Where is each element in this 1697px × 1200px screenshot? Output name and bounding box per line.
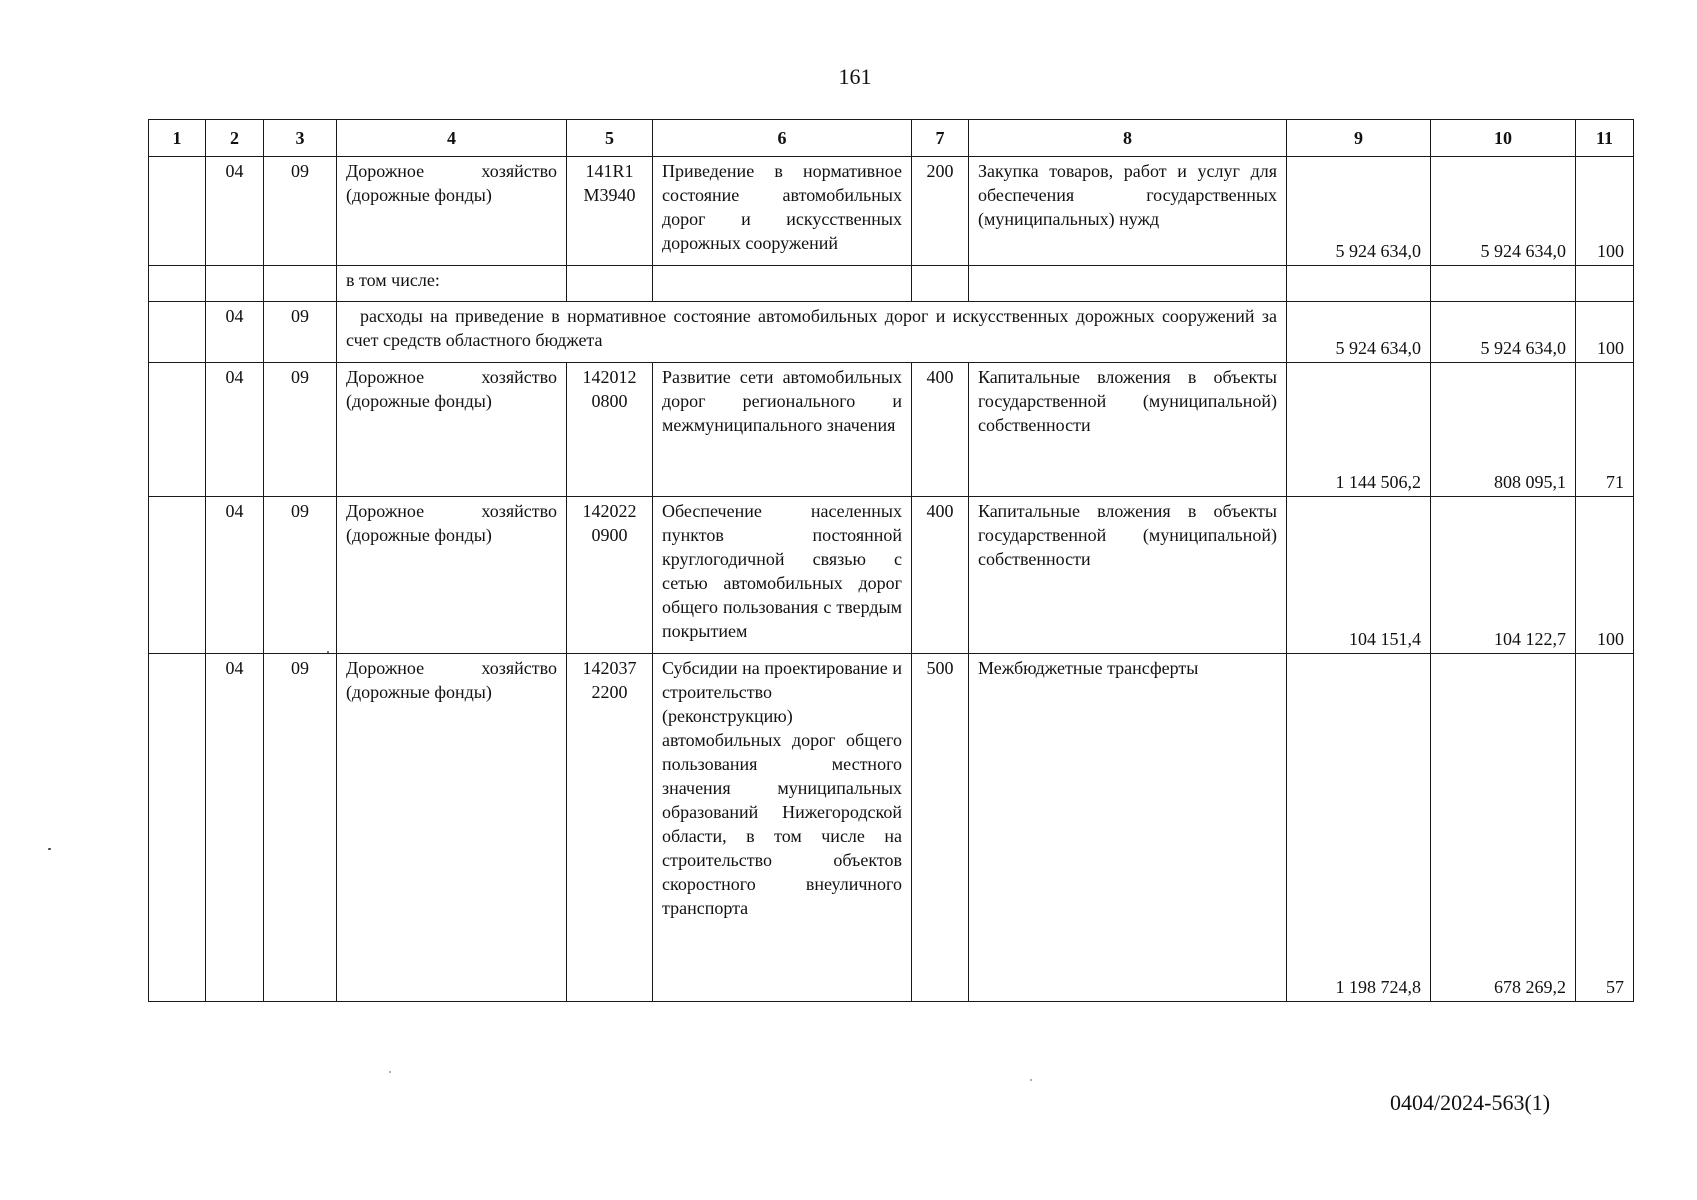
- cell-section-name: Дорожное хозяйство (дорожные фонды): [337, 497, 567, 654]
- table-row: [149, 363, 1634, 497]
- cell-program-name: Развитие сети автомобильных дорог регионального и межмуниципального значения: [653, 363, 912, 497]
- col-header-9: 9: [1287, 120, 1431, 157]
- code-part-1: 142012: [582, 367, 637, 387]
- cell-plan: 1 144 506,2: [1287, 363, 1431, 497]
- cell-subsection: 09: [264, 654, 337, 1002]
- col-header-11: 11: [1576, 120, 1634, 157]
- cell-program-name: Приведение в нормативное состояние автомобильных дорог и искусственных дорожных сооружений: [653, 157, 912, 266]
- table-row: [149, 157, 1634, 266]
- col-header-8: 8: [969, 120, 1287, 157]
- table-row: [149, 266, 1634, 302]
- cell-expense-name: Капитальные вложения в объекты государственной (муниципальной) собственности: [969, 497, 1287, 654]
- cell-actual: 5 924 634,0: [1431, 302, 1576, 363]
- cell-expense-type: 400: [912, 363, 969, 497]
- cell-section: 04: [206, 363, 264, 497]
- cell-plan: 5 924 634,0: [1287, 302, 1431, 363]
- code-part-1: 142022: [582, 501, 637, 521]
- table-row: [149, 654, 1634, 1002]
- col-header-1: 1: [149, 120, 206, 157]
- cell-expense-type: 200: [912, 157, 969, 266]
- cell-subsection: 09: [264, 363, 337, 497]
- code-part-2: 2200: [591, 682, 628, 702]
- cell-section: 04: [206, 497, 264, 654]
- code-part-1: 142037: [582, 658, 637, 678]
- table-row: [149, 302, 1634, 363]
- cell-percent: 100: [1576, 302, 1634, 363]
- cell-percent: 57: [1576, 654, 1634, 1002]
- cell-target-code: [567, 363, 653, 497]
- scan-speck: [327, 651, 329, 653]
- cell-actual: 5 924 634,0: [1431, 157, 1576, 266]
- code-part-1: 141R1: [585, 161, 634, 181]
- scan-speck: [1030, 1079, 1032, 1081]
- cell-target-code: [567, 157, 653, 266]
- cell-note: в том числе:: [337, 266, 567, 302]
- cell-expense-name: Закупка товаров, работ и услуг для обеспечения государственных (муниципальных) нужд: [969, 157, 1287, 266]
- cell-expense-name: Межбюджетные трансферты: [969, 654, 1287, 1002]
- cell-section-name: Дорожное хозяйство (дорожные фонды): [337, 157, 567, 266]
- cell-section-name: Дорожное хозяйство (дорожные фонды): [337, 363, 567, 497]
- scan-speck: [389, 1071, 391, 1073]
- cell-actual: 104 122,7: [1431, 497, 1576, 654]
- col-header-6: 6: [653, 120, 912, 157]
- code-part-2: 0900: [591, 525, 628, 545]
- header-row: [149, 120, 1634, 157]
- cell-percent: 71: [1576, 363, 1634, 497]
- cell-section-name: Дорожное хозяйство (дорожные фонды): [337, 654, 567, 1002]
- cell-plan: 1 198 724,8: [1287, 654, 1431, 1002]
- budget-table: [148, 119, 1634, 1002]
- cell-c1: [149, 363, 206, 497]
- col-header-2: 2: [206, 120, 264, 157]
- page-number: 161: [838, 64, 872, 89]
- cell-wide-description: расходы на приведение в нормативное состояние автомобильных дорог и искусственных дорожных сооружений за счет средств областного бюджета: [337, 302, 1287, 363]
- cell-expense-name: Капитальные вложения в объекты государственной (муниципальной) собственности: [969, 363, 1287, 497]
- cell-section: 04: [206, 302, 264, 363]
- cell-subsection: 09: [264, 157, 337, 266]
- code-part-2: M3940: [583, 185, 636, 205]
- cell-percent: 100: [1576, 497, 1634, 654]
- cell-program-name: Обеспечение населенных пунктов постоянной круглогодичной связью с сетью автомобильных дорог общего пользования с твердым покрытием: [653, 497, 912, 654]
- col-header-3: 3: [264, 120, 337, 157]
- cell-subsection: 09: [264, 302, 337, 363]
- cell-c1: [149, 654, 206, 1002]
- col-header-10: 10: [1431, 120, 1576, 157]
- cell-expense-type: 500: [912, 654, 969, 1002]
- col-header-7: 7: [912, 120, 969, 157]
- cell-program-name: Субсидии на проектирование и строительство (реконструкцию) автомобильных дорог общего пользования местного значения муниципальных образований Нижегородской области, в том числе на строительство объектов скоростного внеуличного транспорта: [653, 654, 912, 1002]
- table-row: [149, 497, 1634, 654]
- cell-c1: [149, 157, 206, 266]
- cell-actual: 808 095,1: [1431, 363, 1576, 497]
- cell-subsection: 09: [264, 497, 337, 654]
- cell-plan: 104 151,4: [1287, 497, 1431, 654]
- cell-c1: [149, 497, 206, 654]
- cell-plan: 5 924 634,0: [1287, 157, 1431, 266]
- cell-target-code: [567, 497, 653, 654]
- cell-actual: 678 269,2: [1431, 654, 1576, 1002]
- document-number: 0404/2024-563(1): [1390, 1090, 1551, 1115]
- cell-expense-type: 400: [912, 497, 969, 654]
- cell-percent: 100: [1576, 157, 1634, 266]
- col-header-4: 4: [337, 120, 567, 157]
- code-part-2: 0800: [591, 391, 628, 411]
- scan-speck: [48, 848, 51, 850]
- cell-section: 04: [206, 157, 264, 266]
- col-header-5: 5: [567, 120, 653, 157]
- cell-section: 04: [206, 654, 264, 1002]
- cell-target-code: [567, 654, 653, 1002]
